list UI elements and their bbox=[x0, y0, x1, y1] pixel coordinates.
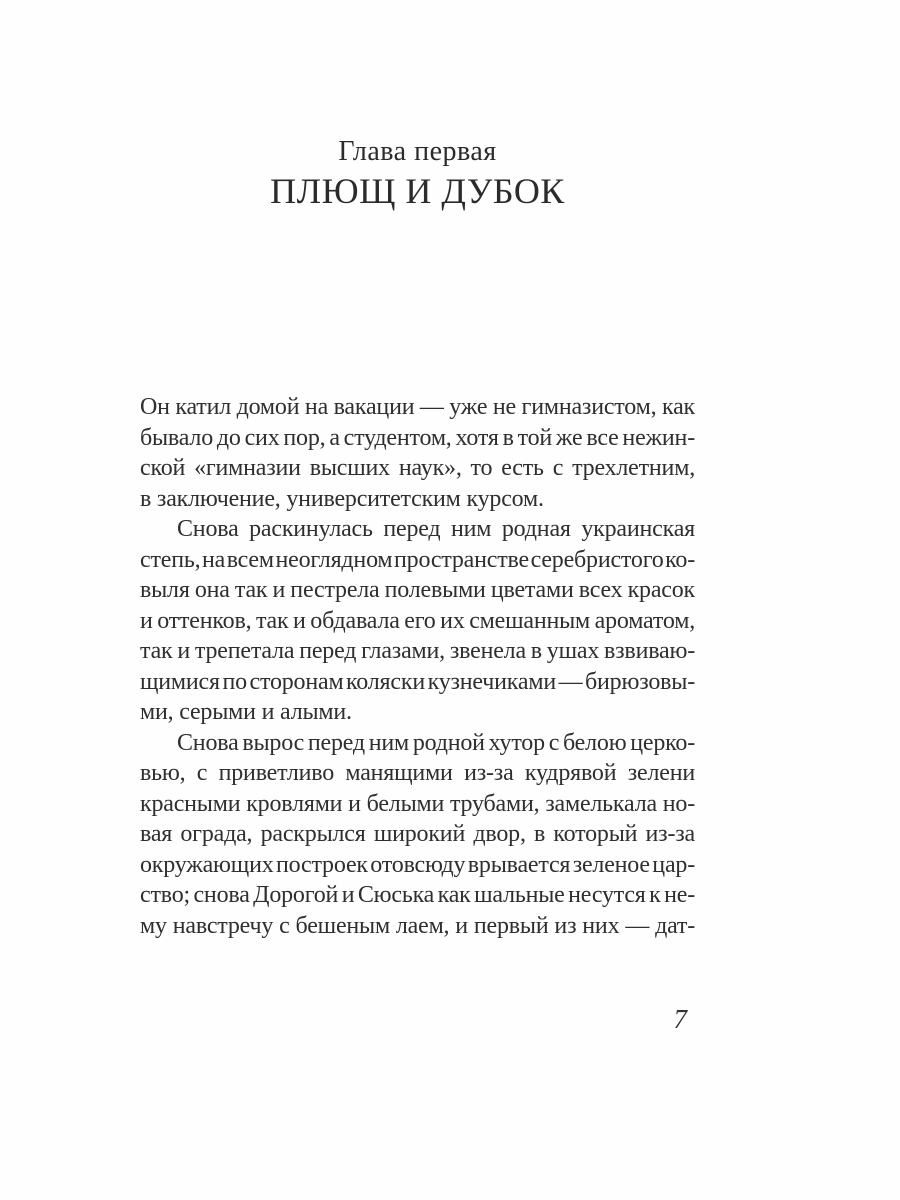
text-line: степь, на всем неоглядном пространстве серебристого ко- bbox=[140, 546, 695, 573]
text-line: вая ограда, раскрылся широкий двор, в который из-за bbox=[140, 821, 695, 847]
text-line: красными кровлями и белыми трубами, замелькала но- bbox=[140, 790, 695, 817]
text-line: Он катил домой на вакации — уже не гимназистом, как bbox=[140, 394, 695, 420]
text-line: ство; снова Дорогой и Сюська как шальные несутся к не- bbox=[140, 882, 695, 908]
text-line: окружающих построек отовсюду врывается зеленое цар- bbox=[140, 851, 695, 878]
chapter-heading bbox=[140, 135, 695, 212]
body-text bbox=[140, 392, 695, 941]
chapter-title: ПЛЮЩ И ДУБОК bbox=[270, 171, 565, 211]
text-line: ми, серыми и алыми. bbox=[140, 699, 352, 725]
text-line: ской «гимназии высших наук», то есть с трехлетним, bbox=[140, 455, 695, 481]
text-line: выля она так и пестрела полевыми цветами всех красок bbox=[140, 577, 695, 603]
text-line: так и трепетала перед глазами, звенела в ушах взвиваю- bbox=[140, 638, 695, 664]
text-line: вью, с приветливо манящими из-за кудрявой зелени bbox=[140, 760, 695, 786]
text-line: Снова раскинулась перед ним родная украинская bbox=[177, 516, 695, 542]
chapter-label: Глава первая bbox=[338, 136, 497, 167]
text-line: щимися по сторонам коляски кузнечиками — бирюзовы- bbox=[140, 668, 695, 695]
text-line: и оттенков, так и обдавала его их смешанным ароматом, bbox=[140, 607, 695, 634]
text-line: му навстречу с бешеным лаем, и первый из них — дат- bbox=[140, 912, 695, 939]
text-line: бывало до сих пор, а студентом, хотя в той же все нежин- bbox=[140, 424, 695, 451]
text-line: Снова вырос перед ним родной хутор с белою церко- bbox=[177, 729, 695, 756]
text-line: в заключение, университетским курсом. bbox=[140, 485, 544, 512]
page-number: 7 bbox=[673, 1004, 687, 1034]
